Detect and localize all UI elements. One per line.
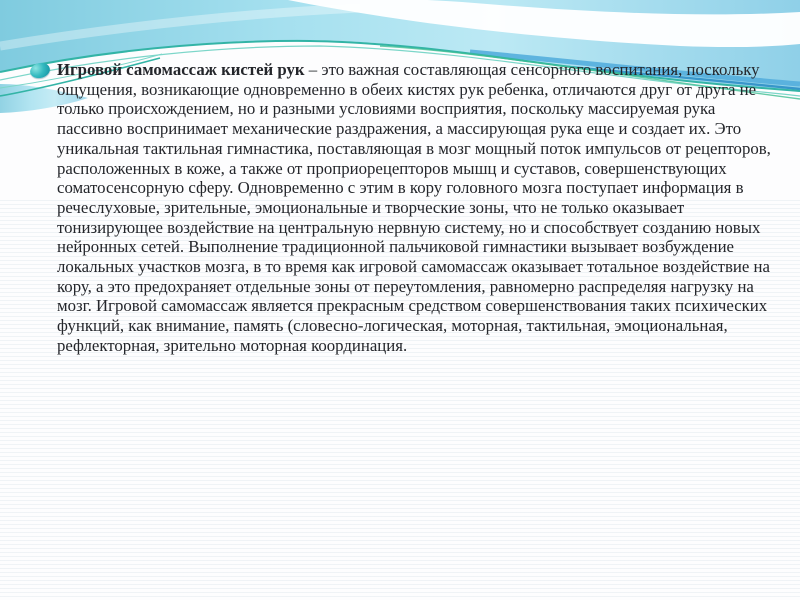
paragraph <box>57 60 771 356</box>
paragraph-body: – это важная составляющая сенсорного воспитания, поскольку ощущения, возникающие одновременно в обеих кистях рук ребенка, отличаются друг от друга не только происхождением, но и разными условиями восприятия, поскольку массируемая рука пассивно воспринимает механические раздражения, а массирующая рука еще и создает их. Это уникальная тактильная гимнастика, поставляющая в мозг мощный поток импульсов от рецепторов, расположенных в коже, а также от проприорецепторов мышц и суставов, совершенствующих соматосенсорную сферу. Одновременно с этим в кору головного мозга поступает информация в речеслуховые, зрительные, эмоциональные и творческие зоны, что не только оказывает тонизирующее воздействие на центральную нервную систему, но и способствует созданию новых нейронных сетей. Выполнение традиционной пальчиковой гимнастики вызывает возбуждение локальных участков мозга, в то время как игровой самомассаж оказывает тотальное воздействие на кору, а это предохраняет отдельные зоны от переутомления, равномерно распределяя нагрузку на мозг. Игровой самомассаж является прекрасным средством совершенствования таких психических функций, как внимание, память (словесно-логическая, моторная, тактильная, эмоциональная, рефлекторная, зрительно моторная координация. <box>57 60 771 355</box>
slide-body-text <box>57 60 771 356</box>
paragraph-lead-bold: Игровой самомассаж кистей рук <box>57 60 305 79</box>
